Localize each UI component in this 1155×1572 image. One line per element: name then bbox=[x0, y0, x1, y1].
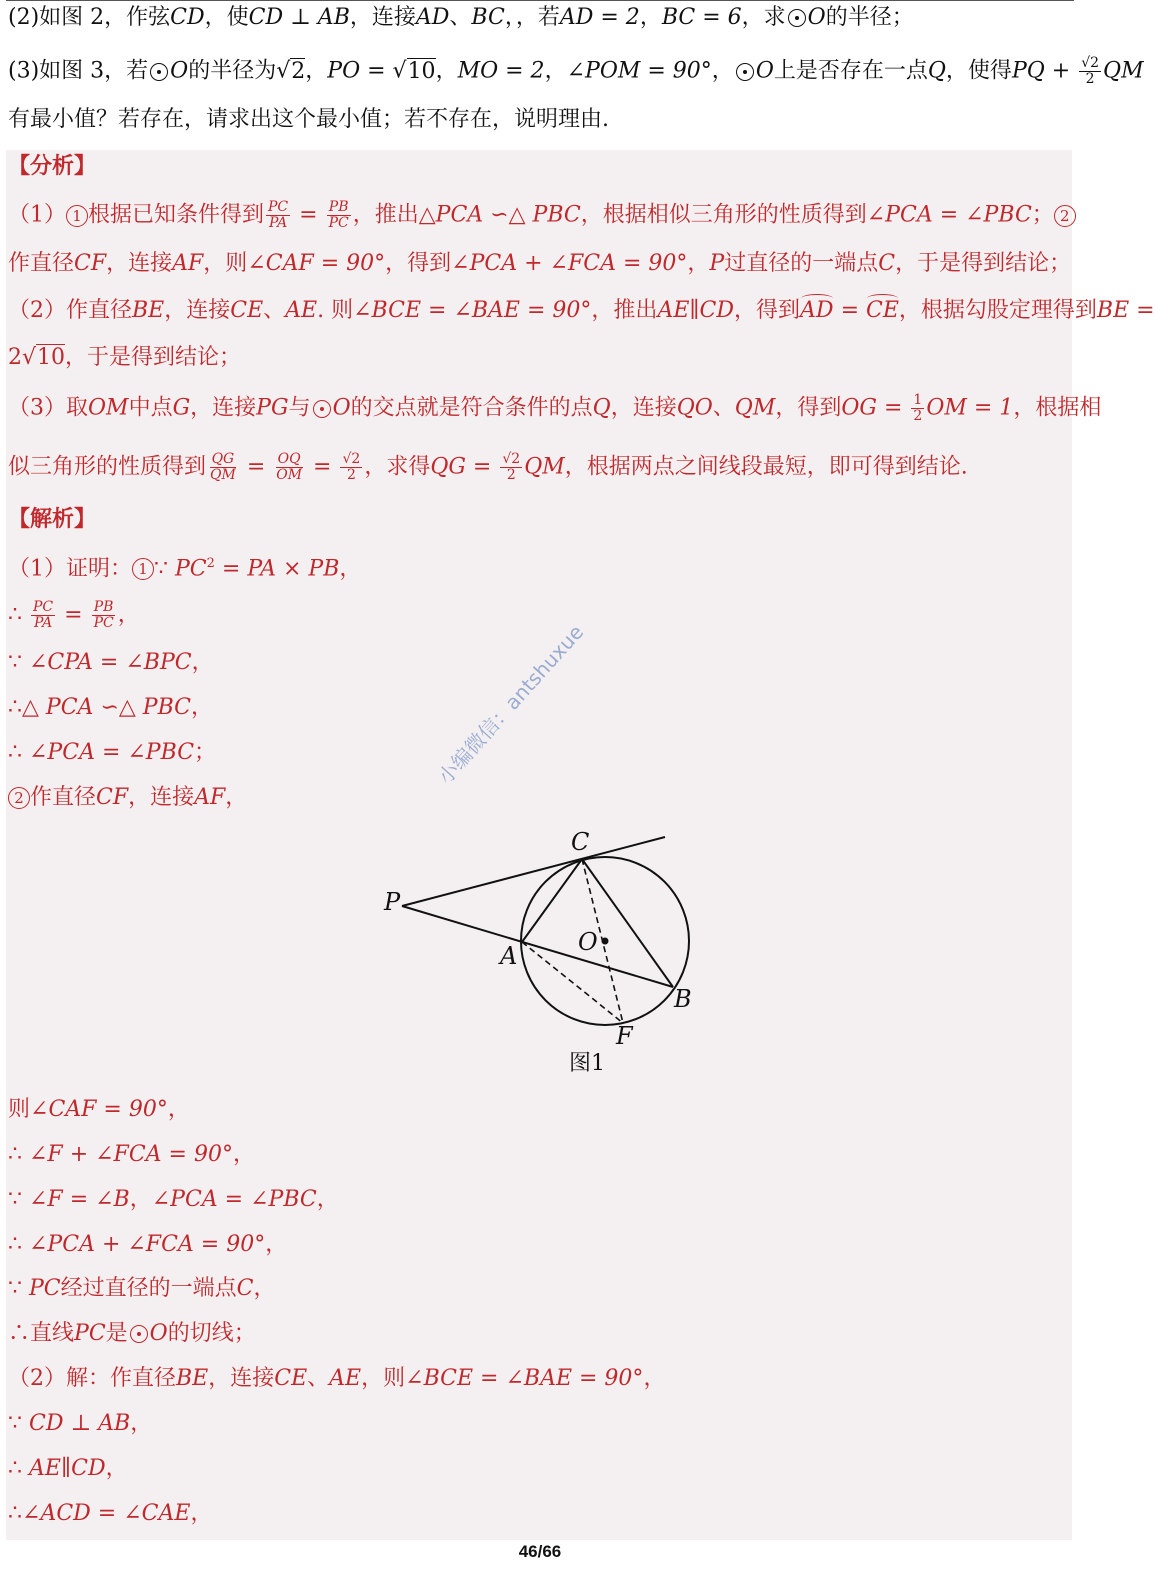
question-3-continued: 有最小值？若存在，请求出这个最小值；若不存在，说明理由. bbox=[8, 107, 609, 132]
center-point-o bbox=[602, 938, 609, 945]
analysis-heading: 【分析】 bbox=[8, 153, 97, 179]
secant-line-pb bbox=[402, 906, 673, 987]
circle-symbol-icon bbox=[736, 63, 754, 81]
solution-line-11: ∵ PC经过直径的一端点C， bbox=[8, 1276, 276, 1301]
question-3: (3)如图 3，若 O的半径为√2，PO = √10，MO = 2，∠POM = 90°， O上是否存在一点Q，使得PQ + $\frac{√2}{2}$ QM bbox=[8, 55, 1144, 87]
solution-line-2: ∴ $\frac{PC}{PA}$ = $\frac{PB}{PC}$ ， bbox=[8, 599, 140, 631]
analysis-line-2: 作直径CF，连接AF，则∠CAF = 90°，得到∠PCA + ∠FCA = 90°，P过直径的一端点C，于是得到结论； bbox=[8, 251, 1072, 276]
label-f: F bbox=[616, 1022, 633, 1050]
solution-line-14: ∵ CD ⊥ AB， bbox=[8, 1411, 153, 1436]
solution-line-16: ∴∠ACD = ∠CAE， bbox=[8, 1501, 213, 1526]
solution-line-15: ∴ AE∥CD， bbox=[8, 1456, 128, 1481]
solution-line-6: 2 作直径CF，连接AF， bbox=[8, 784, 247, 812]
geometry-figure-1 bbox=[370, 800, 710, 1090]
circle-symbol-icon bbox=[313, 400, 331, 418]
watermark: 小编微信：antshuxue bbox=[432, 620, 589, 789]
label-a: A bbox=[500, 942, 518, 970]
label-c: C bbox=[571, 828, 590, 856]
solution-line-5: ∴ ∠PCA = ∠PBC； bbox=[8, 740, 217, 765]
circle-symbol-icon bbox=[130, 1325, 148, 1343]
solution-line-1: （1）证明： 1 ∵ $PC^2$ = PA × PB， bbox=[8, 556, 362, 582]
analysis-line-4: 2√10，于是得到结论； bbox=[8, 345, 242, 370]
solution-line-7: 则∠CAF = 90°， bbox=[8, 1097, 190, 1122]
top-rule bbox=[6, 0, 1074, 1]
solution-line-12: ∴直线PC是 O的切线； bbox=[8, 1321, 256, 1346]
label-b: B bbox=[674, 985, 692, 1013]
solution-heading: 【解析】 bbox=[8, 506, 97, 532]
circle-symbol-icon bbox=[788, 9, 806, 27]
solution-line-3: ∵ ∠CPA = ∠BPC， bbox=[8, 650, 214, 675]
page-number: 46/66 bbox=[518, 1542, 562, 1561]
figure-caption: 图1 bbox=[569, 1051, 605, 1076]
label-p: P bbox=[384, 888, 401, 916]
label-o: O bbox=[578, 928, 598, 956]
question-2: (2)如图 2，作弦CD，使CD ⊥ AB，连接AD、BC，，若AD = 2，BC = 6，求 O的半径； bbox=[8, 5, 914, 30]
solution-line-13: （2）解：作直径BE，连接CE、AE，则∠BCE = ∠BAE = 90°， bbox=[8, 1366, 666, 1391]
segment-af bbox=[522, 942, 623, 1023]
circle-symbol-icon bbox=[150, 63, 168, 81]
analysis-line-1: （1） 1 根据已知条件得到 $\frac{PC}{PA}$ = $\frac{PB}{PC}$ ，推出△PCA ∽△ PBC，根据相似三角形的性质得到∠PCA = ∠PBC； 2 bbox=[8, 200, 1076, 231]
analysis-line-5: （3）取OM中点G，连接PG与 O的交点就是符合条件的点Q，连接QO、QM，得到OG = $\frac{1}{2}$ OM = 1，根据相 bbox=[8, 392, 1102, 424]
solution-line-9: ∵ ∠F = ∠B，∠PCA = ∠PBC， bbox=[8, 1187, 339, 1212]
solution-line-4: ∴△ PCA ∽△ PBC， bbox=[8, 695, 214, 720]
solution-line-10: ∴ ∠PCA + ∠FCA = 90°， bbox=[8, 1232, 288, 1257]
analysis-line-3: （2）作直径BE，连接CE、AE. 则∠BCE = ∠BAE = 90°，推出AE∥CD，得到AD = CE，根据勾股定理得到BE = bbox=[8, 298, 1155, 323]
analysis-line-6: 似三角形的性质得到 $\frac{QG}{QM}$ = $\frac{OQ}{OM}$ = $\frac{√2}{2}$ ，求得QG = $\frac{√2}{2}$ QM，根据两点之间线段最短，即可得到结论. bbox=[8, 451, 968, 483]
solution-line-8: ∴ ∠F + ∠FCA = 90°， bbox=[8, 1142, 255, 1167]
